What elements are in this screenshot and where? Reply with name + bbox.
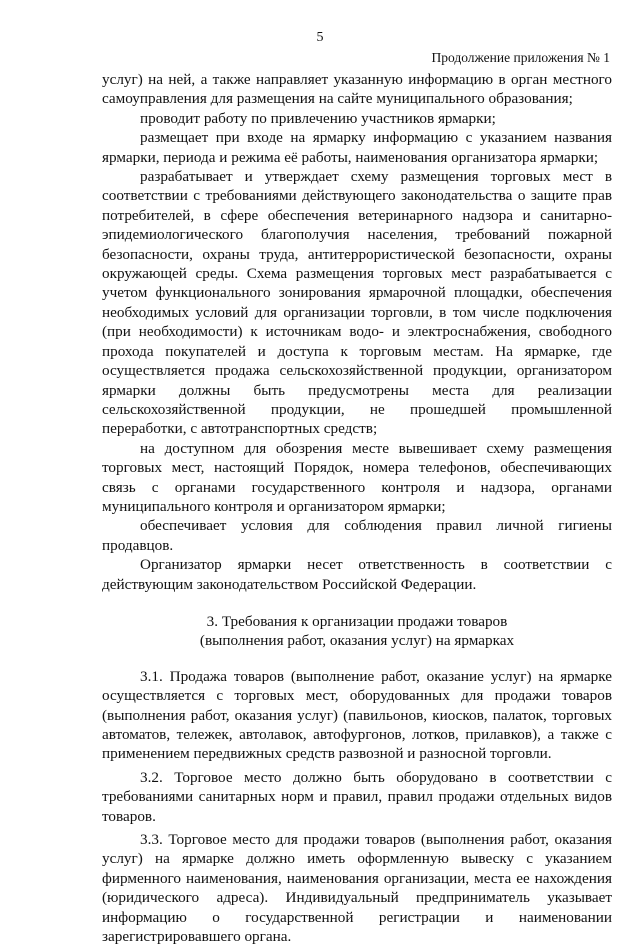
section-heading (102, 612, 612, 651)
page-number: 5 (316, 30, 324, 45)
paragraph: обеспечивает условия для соблюдения правил личной гигиены продавцов. (102, 517, 612, 554)
paragraph: Организатор ярмарки несет ответственность в соответствии с действующим законодательством Российской Федерации. (102, 556, 612, 593)
paragraph: размещает при входе на ярмарку информацию с указанием названия ярмарки, периода и режима её работы, наименования организатора ярмарки; (102, 129, 612, 166)
paragraph: услуг) на ней, а также направляет указанную информацию в орган местного самоуправления для размещения на сайте муниципального образования; (102, 71, 612, 108)
paragraph: разрабатывает и утверждает схему размещения торговых мест в соответствии с требованиями действующего законодательства о защите прав потребителей, в сфере обеспечения ветеринарного надзора и санитарно-эпидемиологического благополучия населения, требований пожарной безопасности, охраны труда, антитеррористической безопасности, охраны окружающей среды. Схема размещения торговых мест разрабатывается с учетом функционального зонирования ярмарочной площадки, обеспечения необходимых условий для организации торговли, в том числе подключения (при необходимости) к источникам водо- и электроснабжения, свободного прохода покупателей и доступа к торговым местам. На ярмарке, где осуществляется продажа сельскохозяйственной продукции, организатором ярмарки должны быть предусмотрены места для реализации сельскохозяйственной продукции, не прошедшей промышленной переработки, с автотранспортных средств; (102, 168, 612, 438)
paragraph: проводит работу по привлечению участников ярмарки; (140, 109, 496, 127)
paragraph: на доступном для обозрения месте вывешивает схему размещения торговых мест, настоящий Порядок, номера телефонов, обеспечивающих связь с органами государственного контроля и надзора, органами муниципального контроля и организатором ярмарки; (102, 439, 612, 515)
paragraph: 3.3. Торговое место для продажи товаров (выполнения работ, оказания услуг) на ярмарке должно иметь оформленную вывеску с указанием фирменного наименования, наименования организации, места ее нахождения (юридического адреса). Индивидуальный предприниматель указывает информацию о государственной регистрации и наименовании зарегистрировавшего органа. (102, 831, 612, 946)
paragraph: 3.1. Продажа товаров (выполнение работ, оказание услуг) на ярмарке осуществляется с торговых мест, оборудованных для продажи товаров (выполнения работ, оказания услуг) (павильонов, киосков, палаток, торговых автоматов, тележек, автолавок, автофургонов, лотков, прилавков), а также с применением передвижных средств развозной и разносной торговли. (102, 667, 612, 763)
paragraph: 3.2. Торговое место должно быть оборудовано в соответствии с требованиями санитарных норм и правил, правил продажи отдельных видов товаров. (102, 768, 612, 825)
section-title-line: (выполнения работ, оказания услуг) на ярмарках (199, 632, 515, 650)
document-body (102, 70, 612, 946)
section-title-line: 3. Требования к организации продажи товаров (206, 612, 508, 630)
appendix-label: Продолжение приложения № 1 (431, 50, 610, 65)
